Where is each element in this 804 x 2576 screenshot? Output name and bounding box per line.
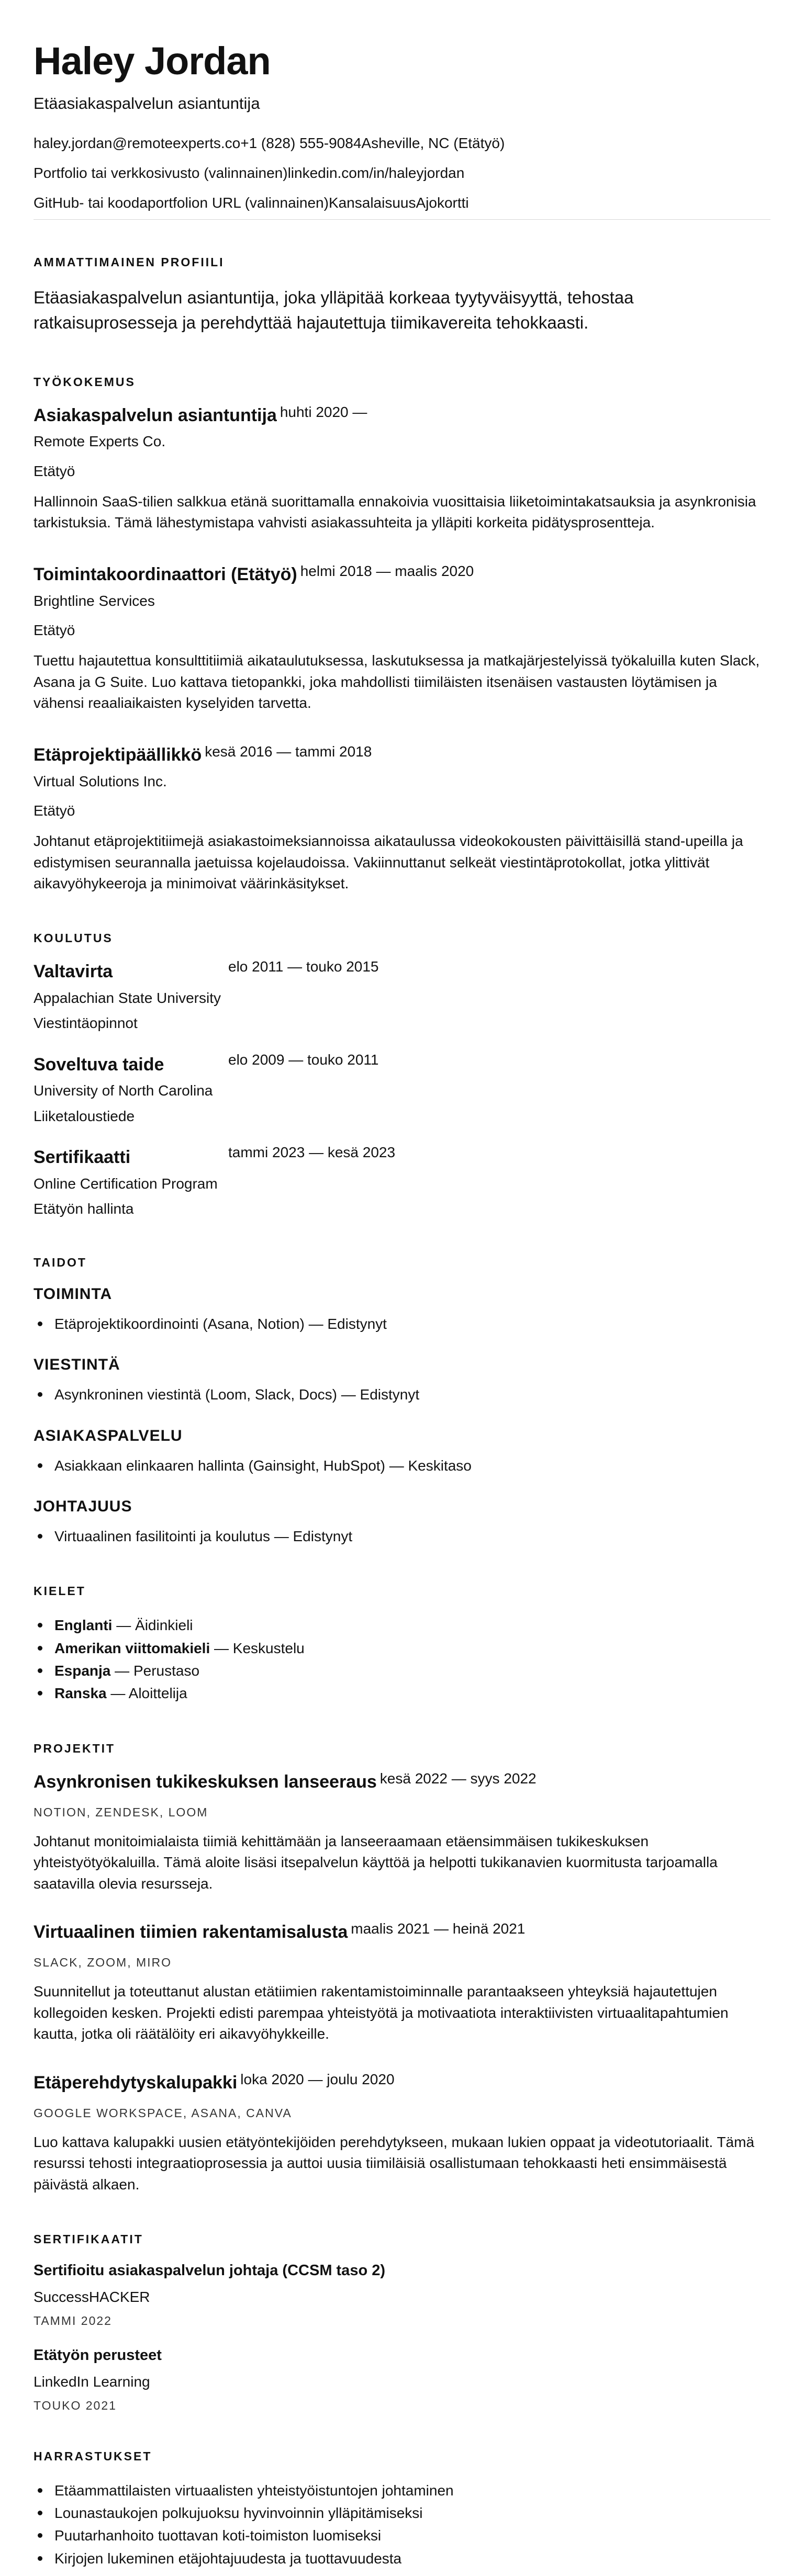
skill-list (34, 1313, 770, 1335)
education-title-row (34, 958, 770, 982)
project-description: Johtanut monitoimialaista tiimiä kehittämään ja lanseeraamaan etäensimmäisen tukikeskuksen yhteistyötyökaluilla. Tämä aloite lisäsi itsepalvelun käyttöä ja helpotti tukikanavien kuormitusta tarjoamalla saatavilla olevia resursseja. (34, 1833, 718, 1892)
project-entry (34, 1771, 770, 1895)
skill-category: VIESTINTÄ (34, 1356, 120, 1374)
contact-line-1 (34, 134, 770, 152)
language-item (54, 1682, 770, 1704)
skill-item: Virtuaalinen fasilitointi ja koulutus — Edistynyt (54, 1525, 770, 1547)
job-location: Etätyö (34, 462, 75, 479)
language-level: — Keskustelu (210, 1640, 305, 1656)
contact-line-2 (34, 164, 770, 182)
language-level: — Äidinkieli (112, 1617, 193, 1634)
certification-date: TOUKO 2021 (34, 2398, 117, 2412)
job-entry (34, 405, 770, 534)
education-degree: Sertifikaatti (34, 1147, 131, 1168)
job-location: Etätyö (34, 622, 75, 639)
education-entry (34, 958, 770, 1033)
project-dates: maalis 2021 — heinä 2021 (351, 1920, 526, 1937)
skill-item: Asiakkaan elinkaaren hallinta (Gainsight, HubSpot) — Keskitaso (54, 1454, 770, 1477)
skill-category: TOIMINTA (34, 1285, 113, 1303)
skill-item: Asynkroninen viestintä (Loom, Slack, Docs) — Edistynyt (54, 1383, 770, 1406)
project-title: Asynkronisen tukikeskuksen lanseeraus (34, 1771, 377, 1792)
skill-group (34, 1427, 770, 1477)
education-title-row (34, 1144, 770, 1168)
language-name: Espanja (54, 1663, 111, 1679)
project-tags: NOTION, ZENDESK, LOOM (34, 1805, 208, 1819)
certification-name: Etätyön perusteet (34, 2346, 162, 2364)
certification-entry (34, 2347, 770, 2413)
language-item (54, 1659, 770, 1682)
contact-location: Asheville, NC (Etätyö) (361, 135, 505, 151)
job-dates: helmi 2018 — maalis 2020 (300, 563, 474, 580)
job-title-row (34, 744, 770, 766)
contact-license: Ajokortti (416, 195, 469, 211)
education-degree: Valtavirta (34, 962, 113, 981)
education-school: Appalachian State University (34, 989, 221, 1006)
skill-group (34, 1356, 770, 1406)
education-entry (34, 1144, 770, 1219)
projects-section (34, 1742, 770, 2196)
section-title-skills: TAIDOT (34, 1255, 87, 1269)
section-title-languages: KIELET (34, 1584, 86, 1598)
hobby-item: Kirjojen lukeminen etäjohtajuudesta ja tuottavuudesta (54, 2547, 770, 2570)
project-title-row (34, 1922, 770, 1943)
project-entry (34, 1922, 770, 2045)
language-item (54, 1637, 770, 1659)
candidate-headline: Etäasiakaspalvelun asiantuntija (34, 94, 260, 112)
languages-list (34, 1614, 770, 1705)
languages-section (34, 1584, 770, 1705)
section-title-experience: TYÖKOKEMUS (34, 375, 136, 389)
job-title: Etäprojektipäällikkö (34, 745, 202, 765)
contact-portfolio[interactable]: Portfolio tai verkkosivusto (valinnainen) (34, 165, 288, 181)
experience-section (34, 375, 770, 895)
profile-section (34, 255, 770, 335)
education-dates: elo 2011 — touko 2015 (228, 958, 379, 975)
education-school: University of North Carolina (34, 1082, 213, 1099)
project-entry (34, 2072, 770, 2196)
education-title-row (34, 1051, 770, 1076)
section-title-education: KOULUTUS (34, 931, 113, 945)
education-dates: elo 2009 — touko 2011 (228, 1051, 379, 1068)
candidate-name: Haley Jordan (34, 39, 271, 83)
job-company: Remote Experts Co. (34, 433, 166, 450)
job-description: Johtanut etäprojektitiimejä asiakastoimeksiannoissa aikataulussa videokokousten päivittäisillä stand-upeilla ja edistymisen seurannalla jaetuissa kojelaudoissa. Vakiinnuttanut selkeät viestintäprotokollat, jotka ylittivät aikavyöhykeeroja ja minimoivat väärinkäsitykset. (34, 833, 743, 892)
education-field: Viestintäopinnot (34, 1015, 138, 1032)
education-entry (34, 1051, 770, 1126)
contact-line-3 (34, 194, 770, 212)
project-dates: kesä 2022 — syys 2022 (379, 1770, 537, 1787)
project-title: Virtuaalinen tiimien rakentamisalusta (34, 1922, 348, 1942)
project-title: Etäperehdytyskalupakki (34, 2073, 238, 2093)
skill-category: ASIAKASPALVELU (34, 1427, 183, 1444)
header-divider (34, 219, 770, 220)
language-item (54, 1614, 770, 1636)
project-description: Suunnitellut ja toteuttanut alustan etätiimien rakentamistoiminnalle parantaakseen yhteyksiä hajautettujen kollegoiden kesken. Projekti edisti parempaa yhteistyötä ja motivaatiota interaktiivisten virtuaalitapahtumien kautta, jotka oli räätälöity eri aikavyöhykkeille. (34, 1983, 729, 2042)
skill-category: JOHTAJUUS (34, 1497, 132, 1515)
skill-list (34, 1525, 770, 1547)
profile-summary: Etäasiakaspalvelun asiantuntija, joka ylläpitää korkeaa tyytyväisyyttä, tehostaa ratkaisuprosesseja ja perehdyttää hajautettuja tiimikavereita tehokkaasti. (34, 288, 634, 332)
contact-linkedin[interactable]: linkedin.com/in/haleyjordan (287, 165, 465, 181)
project-tags: GOOGLE WORKSPACE, ASANA, CANVA (34, 2106, 292, 2120)
hobbies-list (34, 2479, 770, 2570)
project-description: Luo kattava kalupakki uusien etätyöntekijöiden perehdytykseen, mukaan lukien oppaat ja videotutoriaalit. Tämä resurssi tehosti integraatioprosessia ja auttoi uusia tiimiläisiä osallistumaan tehokkaasti heti ensimmäisestä päivästä alkaen. (34, 2133, 755, 2193)
section-title-hobbies: HARRASTUKSET (34, 2449, 152, 2463)
education-field: Liiketaloustiede (34, 1108, 135, 1124)
language-level: — Aloittelija (106, 1685, 187, 1702)
skill-group (34, 1498, 770, 1547)
skill-item: Etäprojektikoordinointi (Asana, Notion) — Edistynyt (54, 1313, 770, 1335)
language-name: Englanti (54, 1617, 113, 1634)
project-dates: loka 2020 — joulu 2020 (240, 2071, 395, 2088)
job-dates: huhti 2020 — (280, 403, 367, 420)
section-title-certifications: SERTIFIKAATIT (34, 2232, 143, 2246)
certification-issuer: SuccessHACKER (34, 2288, 150, 2305)
hobbies-section (34, 2449, 770, 2570)
resume-header (34, 39, 770, 220)
section-title-profile: AMMATTIMAINEN PROFIILI (34, 255, 225, 269)
education-field: Etätyön hallinta (34, 1201, 134, 1217)
job-company: Brightline Services (34, 592, 155, 609)
education-dates: tammi 2023 — kesä 2023 (228, 1144, 396, 1161)
job-entry (34, 744, 770, 895)
contact-email[interactable]: haley.jordan@remoteexperts.co (34, 135, 241, 151)
contact-citizenship: Kansalaisuus (328, 195, 416, 211)
education-school: Online Certification Program (34, 1175, 218, 1192)
language-name: Amerikan viittomakieli (54, 1640, 210, 1656)
hobby-item: Puutarhanhoito tuottavan koti-toimiston luomiseksi (54, 2524, 770, 2547)
skill-list (34, 1383, 770, 1406)
certification-date: TAMMI 2022 (34, 2313, 112, 2328)
job-company: Virtual Solutions Inc. (34, 773, 167, 789)
hobby-item: Etäammattilaisten virtuaalisten yhteistyöistuntojen johtaminen (54, 2479, 770, 2502)
certification-name: Sertifioitu asiakaspalvelun johtaja (CCSM taso 2) (34, 2262, 385, 2279)
certification-entry (34, 2262, 770, 2328)
section-title-projects: PROJEKTIT (34, 1741, 116, 1755)
project-tags: SLACK, ZOOM, MIRO (34, 1956, 172, 1970)
education-degree: Soveltuva taide (34, 1054, 164, 1075)
job-title-row (34, 405, 770, 426)
job-title: Asiakaspalvelun asiantuntija (34, 405, 277, 425)
project-title-row (34, 2072, 770, 2094)
contact-github[interactable]: GitHub- tai koodaportfolion URL (valinnainen) (34, 195, 329, 211)
job-dates: kesä 2016 — tammi 2018 (205, 743, 372, 760)
job-description: Tuettu hajautettua konsulttitiimiä aikataulutuksessa, laskutuksessa ja matkajärjestelyissä työkaluilla kuten Slack, Asana ja G Suite. Luo kattava tietopankki, joka mahdollisti tiimiläisten itsenäisen vastausten löytämisen ja vähensi reaaliaikaisten kyselyiden tarvetta. (34, 652, 760, 711)
contact-phone[interactable]: +1 (828) 555-9084 (240, 135, 362, 151)
job-entry (34, 564, 770, 714)
skill-group (34, 1285, 770, 1335)
job-location: Etätyö (34, 803, 75, 819)
job-title-row (34, 564, 770, 585)
project-title-row (34, 1771, 770, 1793)
job-title: Toimintakoordinaattori (Etätyö) (34, 564, 297, 585)
language-name: Ranska (54, 1685, 107, 1702)
job-description: Hallinnoin SaaS-tilien salkkua etänä suorittamalla ennakoivia vuosittaisia liiketoimintakatsauksia ja asynkronisia tarkistuksia. Tämä lähestymistapa vahvisti asiakassuhteita ja ylläpiti korkeita pidätysprosentteja. (34, 493, 756, 531)
certifications-section (34, 2232, 770, 2413)
certification-issuer: LinkedIn Learning (34, 2373, 150, 2390)
hobby-item: Lounastaukojen polkujuoksu hyvinvoinnin ylläpitämiseksi (54, 2502, 770, 2524)
education-section (34, 931, 770, 1219)
skill-list (34, 1454, 770, 1477)
language-level: — Perustaso (110, 1663, 200, 1679)
skills-section (34, 1256, 770, 1548)
